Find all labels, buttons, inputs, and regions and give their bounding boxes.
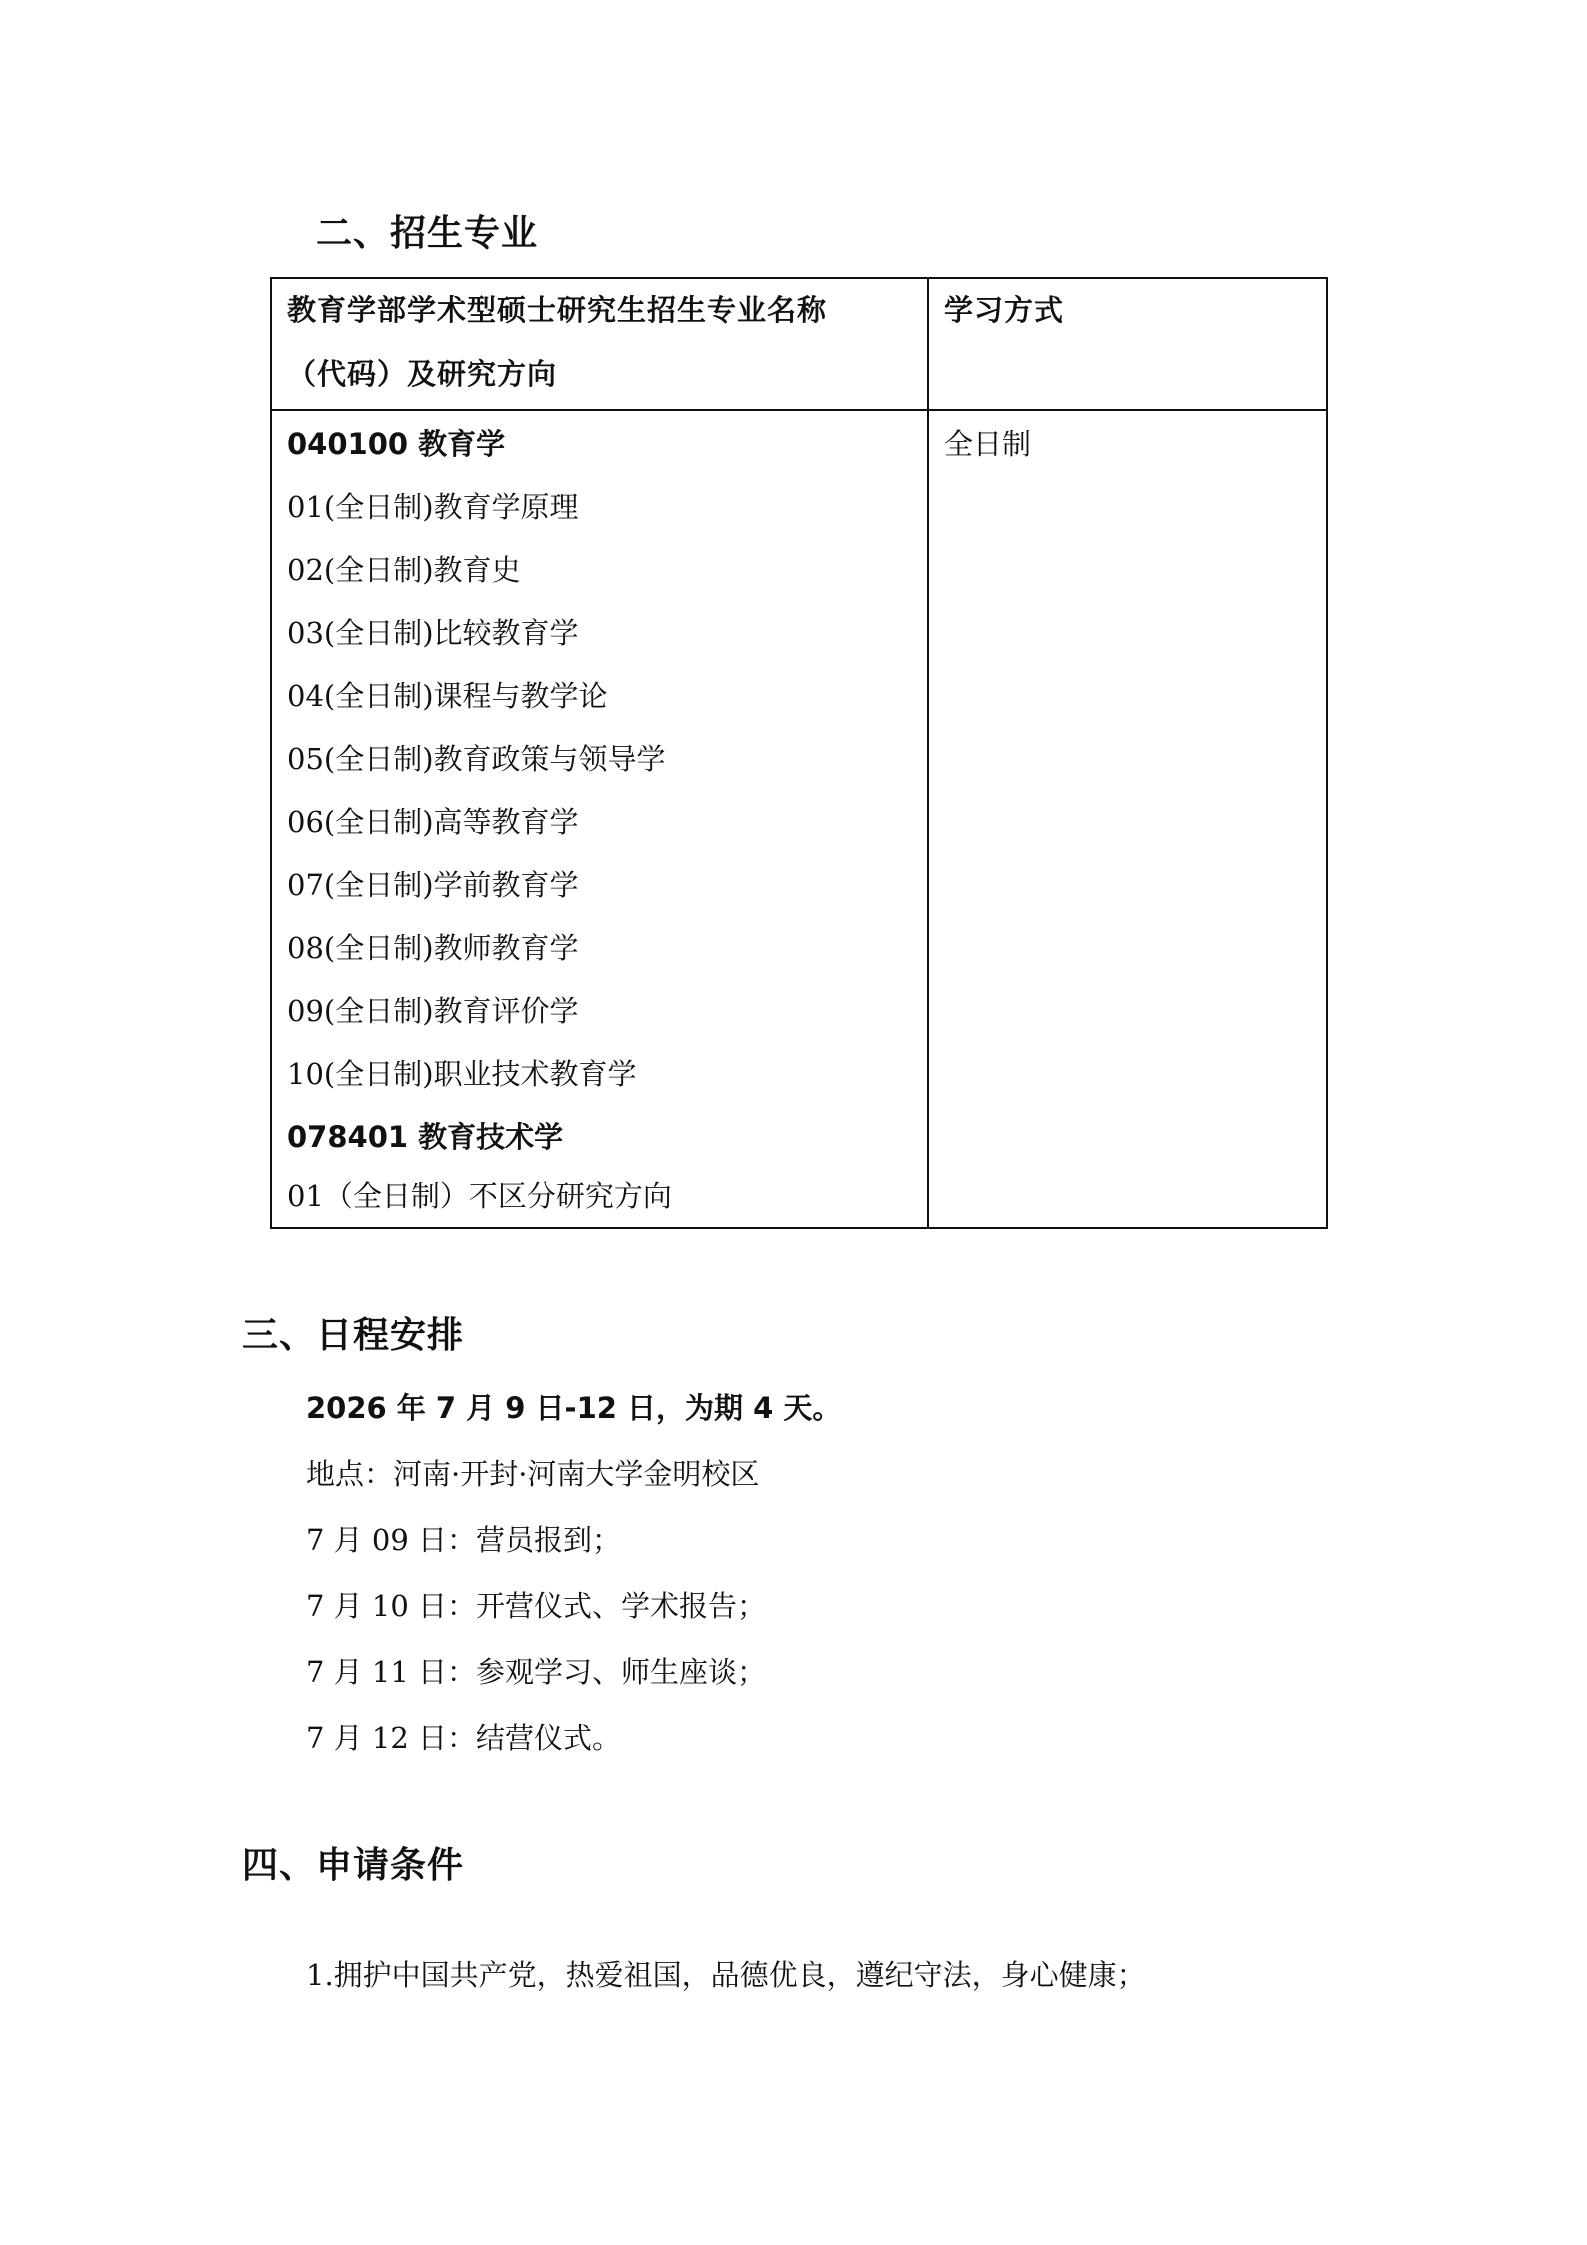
research-direction: 06(全日制)高等教育学: [287, 805, 579, 839]
schedule-item: 7 月 09 日：营员报到；: [306, 1523, 622, 1557]
research-direction: 01（全日制）不区分研究方向: [287, 1179, 672, 1213]
table-header-major-name-line2: （代码）及研究方向: [287, 357, 558, 391]
table-column-divider: [927, 279, 929, 1227]
research-direction: 05(全日制)教育政策与领导学: [287, 742, 666, 776]
research-direction: 10(全日制)职业技术教育学: [287, 1057, 637, 1091]
requirement-item: 1.拥护中国共产党，热爱祖国，品德优良，遵纪守法，身心健康；: [306, 1958, 1146, 1992]
major-title: 078401 教育技术学: [287, 1120, 564, 1154]
section-heading-schedule: 三、日程安排: [242, 1315, 465, 1356]
schedule-location: 地点：河南·开封·河南大学金明校区: [306, 1457, 760, 1491]
table-header-major-name-line1: 教育学部学术型硕士研究生招生专业名称: [287, 293, 828, 327]
research-direction: 03(全日制)比较教育学: [287, 616, 579, 650]
research-direction: 04(全日制)课程与教学论: [287, 679, 608, 713]
section-heading-requirements: 四、申请条件: [242, 1845, 465, 1886]
research-direction: 09(全日制)教育评价学: [287, 994, 579, 1028]
table-header-divider: [272, 409, 1326, 411]
schedule-item: 7 月 10 日：开营仪式、学术报告；: [306, 1589, 767, 1623]
research-direction: 02(全日制)教育史: [287, 553, 521, 587]
major-title: 040100 教育学: [287, 427, 506, 461]
research-direction: 07(全日制)学前教育学: [287, 868, 579, 902]
schedule-period: 2026 年 7 月 9 日-12 日，为期 4 天。: [306, 1391, 842, 1425]
majors-table: [270, 277, 1328, 1229]
research-direction: 01(全日制)教育学原理: [287, 490, 579, 524]
schedule-item: 7 月 12 日：结营仪式。: [306, 1721, 622, 1755]
table-cell-study-mode: 全日制: [944, 427, 1032, 461]
research-direction: 08(全日制)教师教育学: [287, 931, 579, 965]
schedule-item: 7 月 11 日：参观学习、师生座谈；: [306, 1655, 767, 1689]
section-heading-majors: 二、招生专业: [316, 213, 539, 254]
table-header-study-mode: 学习方式: [944, 293, 1065, 327]
